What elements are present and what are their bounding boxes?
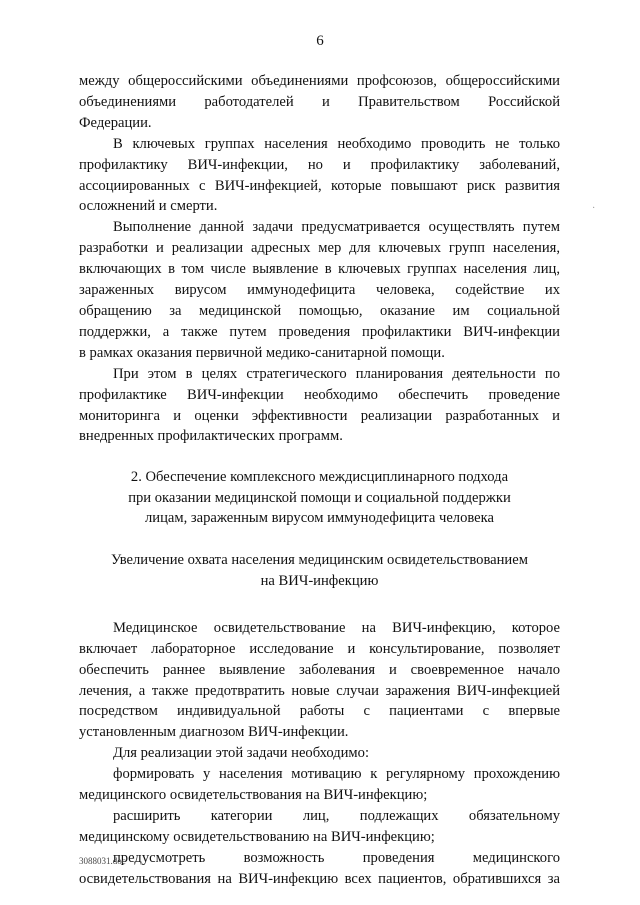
heading-line: лицам, зараженным вирусом иммунодефицита человека xyxy=(144,509,495,526)
text-line: медицинскому освидетельствованию на ВИЧ-инфекцию; xyxy=(79,828,435,845)
page-number: 6 xyxy=(316,33,324,49)
file-footer: 3088031.doc xyxy=(79,856,126,866)
text-line: внедренных профилактических программ. xyxy=(79,428,343,445)
margin-mark: · xyxy=(592,203,596,214)
text-line: профилактику ВИЧ-инфекции, но и профилактику заболеваний, xyxy=(79,156,560,173)
text-line: профилактике ВИЧ-инфекции необходимо обеспечить проведение xyxy=(79,386,560,403)
list-item xyxy=(79,806,560,848)
paragraph xyxy=(79,618,560,743)
text-line: установленным диагнозом ВИЧ-инфекции. xyxy=(79,724,349,741)
list-item xyxy=(79,764,560,806)
text-line: обращению за медицинской помощью, оказание им социальной xyxy=(79,302,560,319)
text-line: лечения, а также предотвратить новые случаи заражения ВИЧ-инфекцией xyxy=(79,682,560,699)
heading-line: при оказании медицинской помощи и социальной поддержки xyxy=(128,489,511,506)
text-line: формировать у населения мотивацию к регулярному прохождению xyxy=(113,766,560,783)
text-line: включает лабораторное исследование и консультирование, позволяет xyxy=(79,640,560,657)
text-line: Выполнение данной задачи предусматривается осуществлять путем xyxy=(113,219,560,236)
text-line: обеспечить раннее выявление заболевания и своевременное начало xyxy=(79,661,560,678)
text-line: Медицинское освидетельствование на ВИЧ-инфекцию, которое xyxy=(113,619,560,636)
heading-line: 2. Обеспечение комплексного междисциплинарного подхода xyxy=(130,469,509,486)
text-line: ассоциированных с ВИЧ-инфекцией, которые повышают риск развития xyxy=(79,177,560,194)
paragraph xyxy=(79,364,560,448)
text-line: Для реализации этой задачи необходимо: xyxy=(113,745,370,762)
text-line: объединениями работодателей и Правительством Российской xyxy=(79,93,560,110)
heading-line: на ВИЧ-инфекцию xyxy=(260,572,379,589)
document-body xyxy=(79,71,560,890)
text-line: предусмотреть возможность проведения медицинского xyxy=(113,849,560,866)
text-line: включающих в том числе выявление в ключевых группах населения лиц, xyxy=(79,261,560,278)
section-heading xyxy=(79,467,560,528)
text-line: посредством индивидуальной работы с пациентами с впервые xyxy=(79,703,560,720)
text-line: Федерации. xyxy=(79,114,152,131)
paragraph xyxy=(79,134,560,218)
text-line: медицинского освидетельствования на ВИЧ-инфекцию; xyxy=(79,787,428,804)
text-line: мониторинга и оценки эффективности реализации разработанных и xyxy=(79,407,560,424)
heading-line: Увеличение охвата населения медицинским освидетельствованием xyxy=(111,552,528,569)
paragraph xyxy=(79,217,560,363)
text-line: в рамках оказания первичной медико-санитарной помощи. xyxy=(79,344,445,361)
text-line: зараженных вирусом иммунодефицита человека, содействие их xyxy=(79,282,560,299)
text-line: освидетельствования на ВИЧ-инфекцию всех пациентов, обратившихся за xyxy=(79,870,560,887)
text-line: поддержки, а также путем проведения профилактики ВИЧ-инфекции xyxy=(79,323,560,340)
list-item xyxy=(79,848,560,890)
text-line: осложнений и смерти. xyxy=(79,198,218,215)
text-line: между общероссийскими объединениями профсоюзов, общероссийскими xyxy=(79,73,560,89)
paragraph xyxy=(79,71,560,134)
text-line: разработки и реализации адресных мер для ключевых групп населения, xyxy=(79,240,560,257)
text-line: При этом в целях стратегического планирования деятельности по xyxy=(113,365,560,382)
paragraph xyxy=(79,743,560,764)
text-line: расширить категории лиц, подлежащих обязательному xyxy=(113,807,560,824)
text-line: В ключевых группах населения необходимо проводить не только xyxy=(113,135,560,152)
subheading xyxy=(79,550,560,591)
